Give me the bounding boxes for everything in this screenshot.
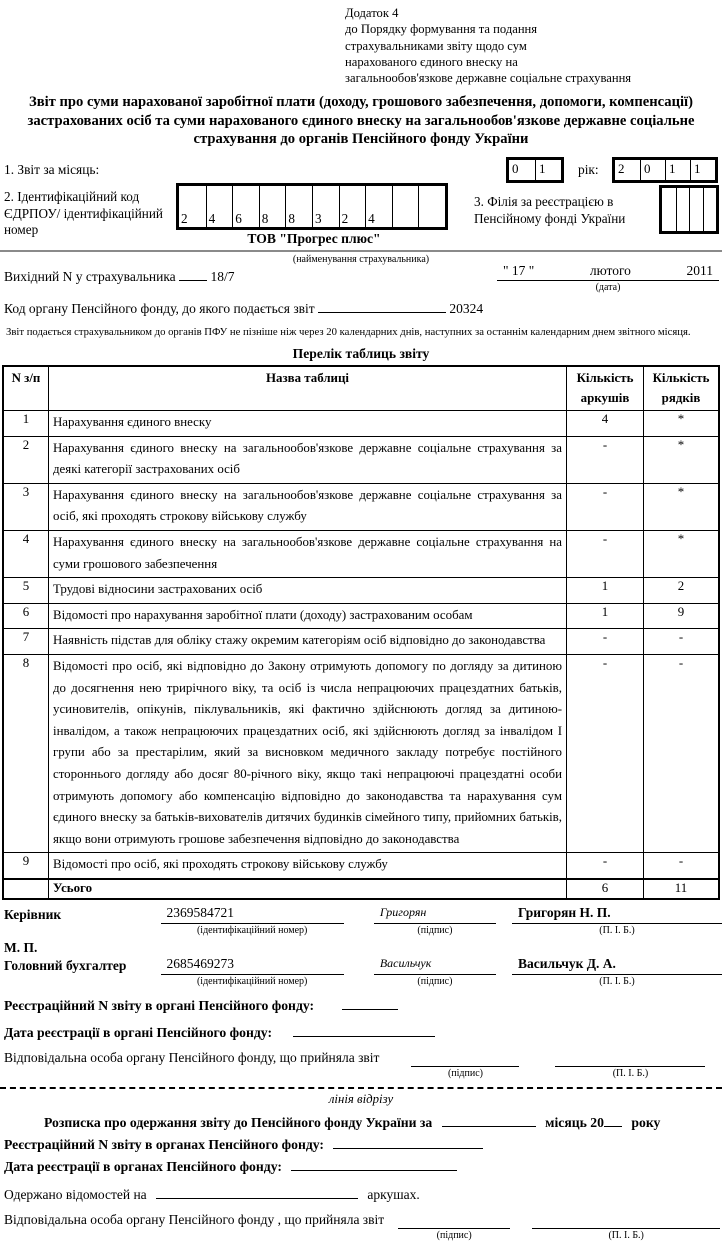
- row-sheets: -: [567, 483, 644, 530]
- date-line: [497, 263, 719, 281]
- row-num: 4: [3, 530, 49, 577]
- total-num-empty: [3, 879, 49, 899]
- registration-date-label: Дата реєстрації в органі Пенсійного фонду:: [4, 1024, 273, 1040]
- accountant-name: Васильчук Д. А.: [512, 956, 722, 975]
- row-name: Трудові відносини застрахованих осіб: [49, 578, 567, 604]
- sign-caption: (підпис): [417, 924, 453, 936]
- row-num: 3: [3, 483, 49, 530]
- total-label: Усього: [49, 879, 567, 899]
- responsible-name-field: [555, 1050, 705, 1079]
- director-name-field: [512, 905, 722, 936]
- table-row: [3, 483, 719, 530]
- blank-field: [179, 267, 207, 281]
- tear-registration-number-label: Реєстраційний N звіту в органах Пенсійного фонду:: [4, 1136, 324, 1152]
- month-digit-cell: 0: [512, 161, 519, 176]
- sign-caption: (підпис): [417, 975, 453, 987]
- row-rowscount: *: [644, 530, 720, 577]
- edrpou-digit-cell: [259, 186, 286, 227]
- name-caption: (П. І. Б.): [599, 975, 635, 987]
- row-name: Наявність підстав для обліку стажу окремим категоріям осіб відповідно до законодавства: [49, 629, 567, 655]
- tear-responsible-person-line: [0, 1212, 722, 1241]
- blank-field: [318, 299, 446, 313]
- month-digit-boxes: [506, 157, 564, 183]
- date-day: " 17 ": [503, 263, 535, 278]
- edrpou-digit-cell: [365, 186, 392, 227]
- header-rows: Кількість рядків: [644, 366, 720, 411]
- blank-field: [398, 1212, 510, 1229]
- id-caption: (ідентифікаційний номер): [196, 924, 308, 936]
- row-sheets: -: [567, 853, 644, 879]
- filia-label-line: Пенсійному фонді України: [474, 210, 626, 226]
- accountant-signature-row: [0, 956, 722, 987]
- outgoing-value: 18/7: [210, 269, 235, 284]
- filia-digit-cell: [689, 188, 703, 231]
- row-num: 6: [3, 603, 49, 629]
- year-digit-cell: 2: [618, 161, 625, 176]
- edrpou-digit: 4: [368, 211, 375, 226]
- appendix-line: загальнообов'язкове державне соціальне страхування: [345, 71, 632, 86]
- filia-label: [474, 194, 625, 227]
- edrpou-label-line: номер: [4, 222, 39, 238]
- tear-off-dashed-line: [0, 1087, 722, 1089]
- table-row: [3, 603, 719, 629]
- row-name: Нарахування єдиного внеску на загальнообов'язкове державне соціальне страхування за осіб, які проходять строкову військову службу: [49, 483, 567, 530]
- table-row: [3, 629, 719, 655]
- sign-caption: (підпис): [447, 1067, 483, 1079]
- date-year: 2011: [686, 263, 713, 278]
- tear-responsible-person-label: Відповідальна особа органу Пенсійного фонду , що прийняла звіт: [4, 1211, 385, 1227]
- receipt-line: [0, 1113, 722, 1131]
- row-name: Відомості про нарахування заробітної плати (доходу) застрахованим особам: [49, 603, 567, 629]
- table-row: [3, 436, 719, 483]
- receipt-text-pre: Розписка про одержання звіту до Пенсійного фонду України за: [44, 1114, 433, 1130]
- accountant-sign-field: [374, 956, 496, 987]
- edrpou-digit-cell: [232, 186, 259, 227]
- accountant-id-field: [161, 956, 344, 987]
- received-text-post: аркушах.: [367, 1186, 420, 1202]
- registration-date-line: [0, 1023, 722, 1041]
- table-row: [3, 853, 719, 879]
- director-signature: Григорян: [374, 905, 496, 924]
- year-digit-cell: 1: [690, 160, 715, 180]
- row-sheets: -: [567, 629, 644, 655]
- row-name: Нарахування єдиного внеску: [49, 411, 567, 437]
- blank-field: [291, 1157, 457, 1171]
- blank-field: [555, 1050, 705, 1067]
- company-name: ТОВ "Прогрес плюс": [247, 231, 381, 246]
- filia-label-line: 3. Філія за реєстрацією в: [474, 194, 614, 209]
- header-name: Назва таблиці: [49, 366, 567, 411]
- outgoing-label: Вихідний N у страхувальника: [4, 269, 176, 284]
- blank-field: [604, 1113, 622, 1127]
- year-label: рік:: [578, 162, 599, 177]
- horizontal-rule: [0, 250, 722, 252]
- director-id-value: 2369584721: [161, 905, 344, 924]
- edrpou-label-line: 2. Ідентифікаційний код: [4, 189, 140, 204]
- row-rowscount: *: [644, 483, 720, 530]
- table-row: [3, 530, 719, 577]
- month-digit-cell: 1: [535, 160, 561, 180]
- row-rowscount: 2: [644, 578, 720, 604]
- accountant-label: Головний бухгалтер: [4, 957, 127, 973]
- edrpou-digit: 2: [181, 211, 188, 226]
- accountant-name-field: [512, 956, 722, 987]
- appendix-reference: [345, 5, 631, 86]
- director-signature-row: [0, 905, 722, 936]
- edrpou-digit-cell: [285, 186, 312, 227]
- date-month: лютого: [589, 263, 631, 278]
- edrpou-label-line: ЄДРПОУ/ ідентифікаційний: [4, 205, 163, 221]
- blank-field: [156, 1185, 358, 1199]
- edrpou-digit-cell: [339, 186, 366, 227]
- blank-field: [411, 1050, 519, 1067]
- receipt-text-mid: місяць 20: [545, 1114, 604, 1130]
- table-row: [3, 578, 719, 604]
- stamp-place-label: М. П.: [4, 939, 38, 955]
- row-name: Нарахування єдиного внеску на загальнообов'язкове державне соціальне страхування за деякі категорії застрахованих осіб: [49, 436, 567, 483]
- director-label: Керівник: [4, 906, 62, 922]
- year-digit-cell: 0: [640, 160, 665, 180]
- accountant-id-value: 2685469273: [161, 956, 344, 975]
- header-num: N з/п: [3, 366, 49, 411]
- total-sheets: 6: [567, 879, 644, 899]
- year-digit-cell: 1: [665, 160, 690, 180]
- year-digit-boxes: [612, 157, 718, 183]
- appendix-line: Додаток 4: [345, 6, 399, 20]
- received-sheets-line: [0, 1185, 722, 1203]
- row-sheets: -: [567, 654, 644, 852]
- row-sheets: 4: [567, 411, 644, 437]
- blank-field: [342, 996, 398, 1010]
- registration-number-line: [0, 996, 722, 1014]
- report-month-label: 1. Звіт за місяць:: [4, 162, 100, 177]
- row-name: Відомості про осіб, які проходять строкову військову службу: [49, 853, 567, 879]
- edrpou-digit-cell: [179, 186, 206, 227]
- row-num: 5: [3, 578, 49, 604]
- table-header-row: [3, 366, 719, 411]
- tear-responsible-name-field: [532, 1212, 720, 1241]
- table-title: Перелік таблиць звіту: [292, 346, 430, 361]
- edrpou-digit-cell: [418, 186, 445, 227]
- date-block: [497, 263, 719, 293]
- row-rowscount: -: [644, 629, 720, 655]
- registration-number-label: Реєстраційний N звіту в органі Пенсійного фонду:: [4, 997, 315, 1013]
- report-tables-list: [2, 365, 720, 900]
- pfu-code-label: Код органу Пенсійного фонду, до якого подається звіт: [4, 301, 315, 316]
- filia-digit-cell: [676, 188, 690, 231]
- appendix-line: до Порядку формування та подання: [345, 22, 538, 37]
- edrpou-digit: 8: [261, 211, 269, 226]
- header-sheets: Кількість аркушів: [567, 366, 644, 411]
- table-total-row: [3, 879, 719, 899]
- deadline-note: Звіт подається страхувальником до органів ПФУ не пізніше ніж через 20 календарних днів, наступних за останнім календарним днем звітного місяця.: [6, 326, 691, 338]
- edrpou-digit: 6: [235, 211, 242, 226]
- table-row: [3, 654, 719, 852]
- row-sheets: 1: [567, 578, 644, 604]
- edrpou-digit-cell: [206, 186, 233, 227]
- edrpou-digit-cell: [392, 186, 419, 227]
- blank-field: [532, 1212, 720, 1229]
- responsible-person-label: Відповідальна особа органу Пенсійного фонду, що прийняла звіт: [4, 1049, 380, 1065]
- row-sheets: -: [567, 436, 644, 483]
- name-caption: (П. І. Б.): [599, 924, 635, 936]
- responsible-person-line: [0, 1050, 722, 1079]
- appendix-line: нарахованого єдиного внеску на: [345, 54, 518, 69]
- tear-registration-date-label: Дата реєстрації в органах Пенсійного фонду:: [4, 1158, 282, 1174]
- row-rowscount: -: [644, 853, 720, 879]
- tear-responsible-sign-field: [398, 1212, 510, 1241]
- director-name: Григорян Н. П.: [512, 905, 722, 924]
- row-sheets: -: [567, 530, 644, 577]
- sign-caption: (підпис): [436, 1229, 472, 1241]
- row-sheets: 1: [567, 603, 644, 629]
- name-caption: (П. І. Б.): [612, 1067, 649, 1079]
- name-caption: (П. І. Б.): [608, 1229, 644, 1241]
- row-rowscount: -: [644, 654, 720, 852]
- pfu-code-line: [4, 299, 483, 317]
- blank-field: [333, 1135, 483, 1149]
- date-caption: (дата): [595, 282, 621, 293]
- row-rowscount: *: [644, 436, 720, 483]
- received-text-pre: Одержано відомостей на: [4, 1186, 147, 1202]
- table-row: [3, 411, 719, 437]
- edrpou-label: [4, 189, 163, 239]
- row-num: 9: [3, 853, 49, 879]
- company-caption: (найменування страхувальника): [292, 254, 430, 265]
- filia-digit-cell: [703, 188, 717, 231]
- cut-line-label: лінія відрізу: [328, 1091, 394, 1106]
- filia-digit-boxes: [659, 185, 719, 234]
- row-rowscount: 9: [644, 603, 720, 629]
- total-rowscount: 11: [644, 879, 720, 899]
- row-num: 8: [3, 654, 49, 852]
- page-title: Звіт про суми нарахованої заробітної плати (доходу, грошового забезпечення, допомоги, компенсації) застрахованих осіб та суми нарахованого єдиного внеску на загальнообов'язкове державне соціальне страхування до органів Пенсійного фонду України: [27, 94, 695, 148]
- filia-digit-cell: [662, 188, 676, 231]
- edrpou-digit: 2: [341, 211, 349, 226]
- responsible-sign-field: [411, 1050, 519, 1079]
- outgoing-number-line: [4, 267, 234, 285]
- tear-registration-date-line: [0, 1157, 722, 1175]
- edrpou-digit-cell: [312, 186, 339, 227]
- edrpou-digit: 8: [288, 211, 295, 226]
- id-caption: (ідентифікаційний номер): [196, 975, 308, 987]
- blank-field: [442, 1113, 536, 1127]
- row-name: Нарахування єдиного внеску на загальнообов'язкове державне соціальне страхування на суми грошового забезпечення: [49, 530, 567, 577]
- pfu-code-value: 20324: [449, 301, 484, 316]
- edrpou-digit-boxes: [176, 183, 448, 230]
- row-name: Відомості про осіб, які відповідно до Закону отримують допомогу по догляду за дитиною до досягнення нею трирічного віку, та осіб із числа непрацюючих працездатних батьків, усиновителів, опікунів, піклувальників, які фактично здійснюють догляд за дитиною-інвалідом, а також непрацюючих працездатних осіб, які здійснюють догляд за інвалідом І групи або за престарілим, який за висновком медичного закладу потребує постійного стороннього догляду або досяг 80-річного віку, якщо такі непрацюючі працездатні особи отримують допомогу або компенсацію відповідно до законодавства та нарахування сум єдиного внеску за батьків-вихователів дитячих будинків сімейного типу, прийомних батьків, якщо вони отримують грошове забезпечення відповідно до законодавства: [49, 654, 567, 852]
- row-rowscount: *: [644, 411, 720, 437]
- row-num: 7: [3, 629, 49, 655]
- appendix-line: страхувальниками звіту щодо сум: [345, 38, 527, 53]
- director-sign-field: [374, 905, 496, 936]
- receipt-text-post: року: [631, 1114, 661, 1130]
- director-id-field: [161, 905, 344, 936]
- tear-registration-number-line: [0, 1135, 722, 1153]
- edrpou-digit: 4: [208, 211, 216, 226]
- row-num: 2: [3, 436, 49, 483]
- row-num: 1: [3, 411, 49, 437]
- accountant-signature: Васильчук: [374, 956, 496, 975]
- top-form-section: [0, 0, 722, 346]
- blank-field: [293, 1023, 435, 1037]
- edrpou-digit: 3: [314, 211, 322, 226]
